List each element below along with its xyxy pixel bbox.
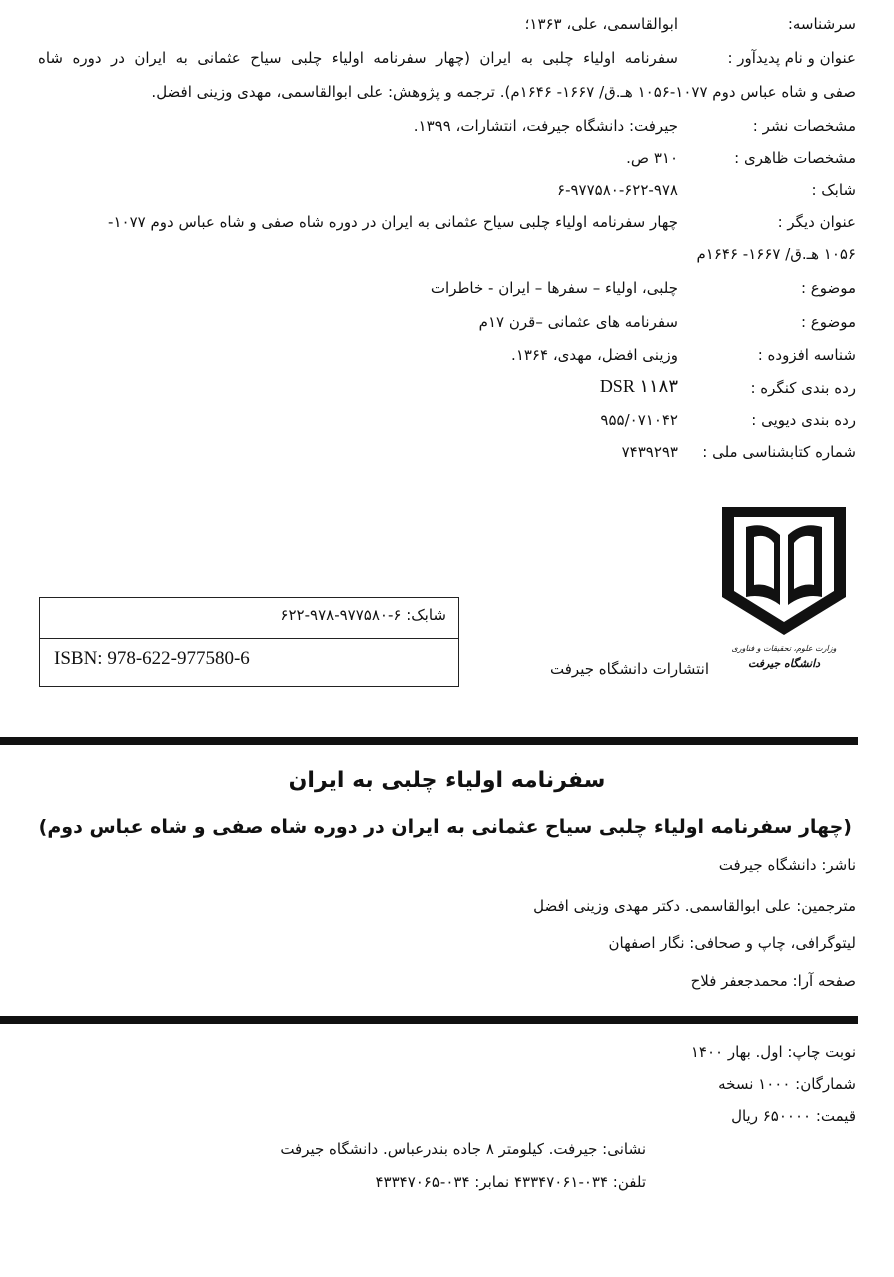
isbn-english: ISBN: 978-622-977580-6 [54, 648, 250, 669]
university-logo [718, 505, 850, 675]
lc-label: رده بندی کنگره : [750, 379, 856, 397]
book-shield-icon [718, 505, 850, 675]
print-copies: شمارگان: ۱۰۰۰ نسخه [718, 1075, 856, 1093]
author-value: ابوالقاسمی، علی، ۱۳۶۳؛ [524, 15, 678, 33]
added-entry-label: شناسه افزوده : [757, 346, 856, 364]
isbn-box-divider [40, 638, 458, 639]
other-title-line2: ۱۰۵۶ هـ.ق/ ۱۶۶۷- ۱۶۴۶م [696, 245, 856, 263]
national-value: ۷۴۳۹۲۹۳ [621, 443, 678, 461]
other-title-line1: چهار سفرنامه اولیاء چلبی سیاح عثمانی به ایران در دوره شاه صفی و شاه عباس دوم ۱۰۷۷- [108, 213, 678, 231]
credit-publisher: ناشر: دانشگاه جیرفت [718, 856, 856, 874]
subject1-label: موضوع : [800, 279, 856, 297]
print-edition: نوبت چاپ: اول. بهار ۱۴۰۰ [690, 1043, 856, 1061]
isbn-box [39, 597, 459, 687]
subject2-value: سفرنامه های عثمانی –قرن ۱۷م [478, 313, 678, 331]
credit-translators: مترجمین: علی ابوالقاسمی. دکتر مهدی وزینی افضل [533, 897, 856, 915]
credit-lithography: لیتوگرافی، چاپ و صحافی: نگار اصفهان [608, 934, 856, 952]
book-title: سفرنامه اولیاء چلبی به ایران [288, 768, 606, 793]
publisher-name: انتشارات دانشگاه جیرفت [550, 660, 709, 678]
lc-value: DSR ۱۱۸۳ [599, 376, 678, 396]
publication-label: مشخصات نشر : [752, 117, 856, 135]
other-title-label: عنوان دیگر : [777, 213, 856, 231]
publisher-address: نشانی: جیرفت. کیلومتر ۸ جاده بندرعباس. دانشگاه جیرفت [280, 1140, 646, 1158]
credit-layout: صفحه آرا: محمدجعفر فلاح [690, 972, 856, 990]
logo-caption-line1: وزارت علوم، تحقیقات و فناوری [731, 644, 837, 653]
title-value-line2: صفی و شاه عباس دوم ۱۰۷۷-۱۰۵۶ هـ.ق/ ۱۶۶۷- ۱۶۴۶م). ترجمه و پژوهش: علی ابوالقاسمی، مهدی وزینی افضل. [151, 83, 856, 101]
print-price: قیمت: ۶۵۰۰۰۰ ریال [731, 1107, 856, 1125]
section-divider-bottom [0, 1016, 858, 1024]
dewey-value: ۹۵۵/۰۷۱۰۴۲ [600, 411, 678, 429]
isbn-label: شابک : [811, 181, 856, 199]
dewey-label: رده بندی دیویی : [751, 411, 856, 429]
publication-value: جیرفت: دانشگاه جیرفت، انتشارات، ۱۳۹۹. [413, 117, 678, 135]
subject2-label: موضوع : [800, 313, 856, 331]
physical-value: ۳۱۰ ص. [626, 149, 678, 167]
book-subtitle: (چهار سفرنامه اولیاء چلبی سیاح عثمانی به ایران در دوره شاه صفی و شاه عباس دوم) [38, 816, 852, 838]
subject1-value: چلبی، اولیاء – سفرها – ایران - خاطرات [430, 279, 678, 297]
isbn-persian: شابک: ۶-۹۷۷۵۸۰-۹۷۸-۶۲۲ [280, 606, 446, 624]
national-label: شماره کتابشناسی ملی : [702, 443, 856, 461]
physical-label: مشخصات ظاهری : [734, 149, 856, 167]
title-value-line1: سفرنامه اولیاء چلبی به ایران (چهار سفرنامه اولیاء چلبی سیاح عثمانی به ایران در دوره شاه [38, 49, 678, 67]
added-entry-value: وزینی افضل، مهدی، ۱۳۶۴. [511, 346, 678, 364]
section-divider-top [0, 737, 858, 745]
isbn-value: ۶-۹۷۷۵۸۰-۶۲۲-۹۷۸ [557, 181, 678, 199]
title-label: عنوان و نام پدیدآور : [727, 49, 856, 67]
publisher-phone: تلفن: ۰۳۴-۴۳۳۴۷۰۶۱ نمابر: ۰۳۴-۴۳۳۴۷۰۶۵ [375, 1173, 646, 1191]
author-label: سرشناسه: [787, 15, 856, 33]
logo-caption-line2: دانشگاه جیرفت [747, 657, 821, 670]
